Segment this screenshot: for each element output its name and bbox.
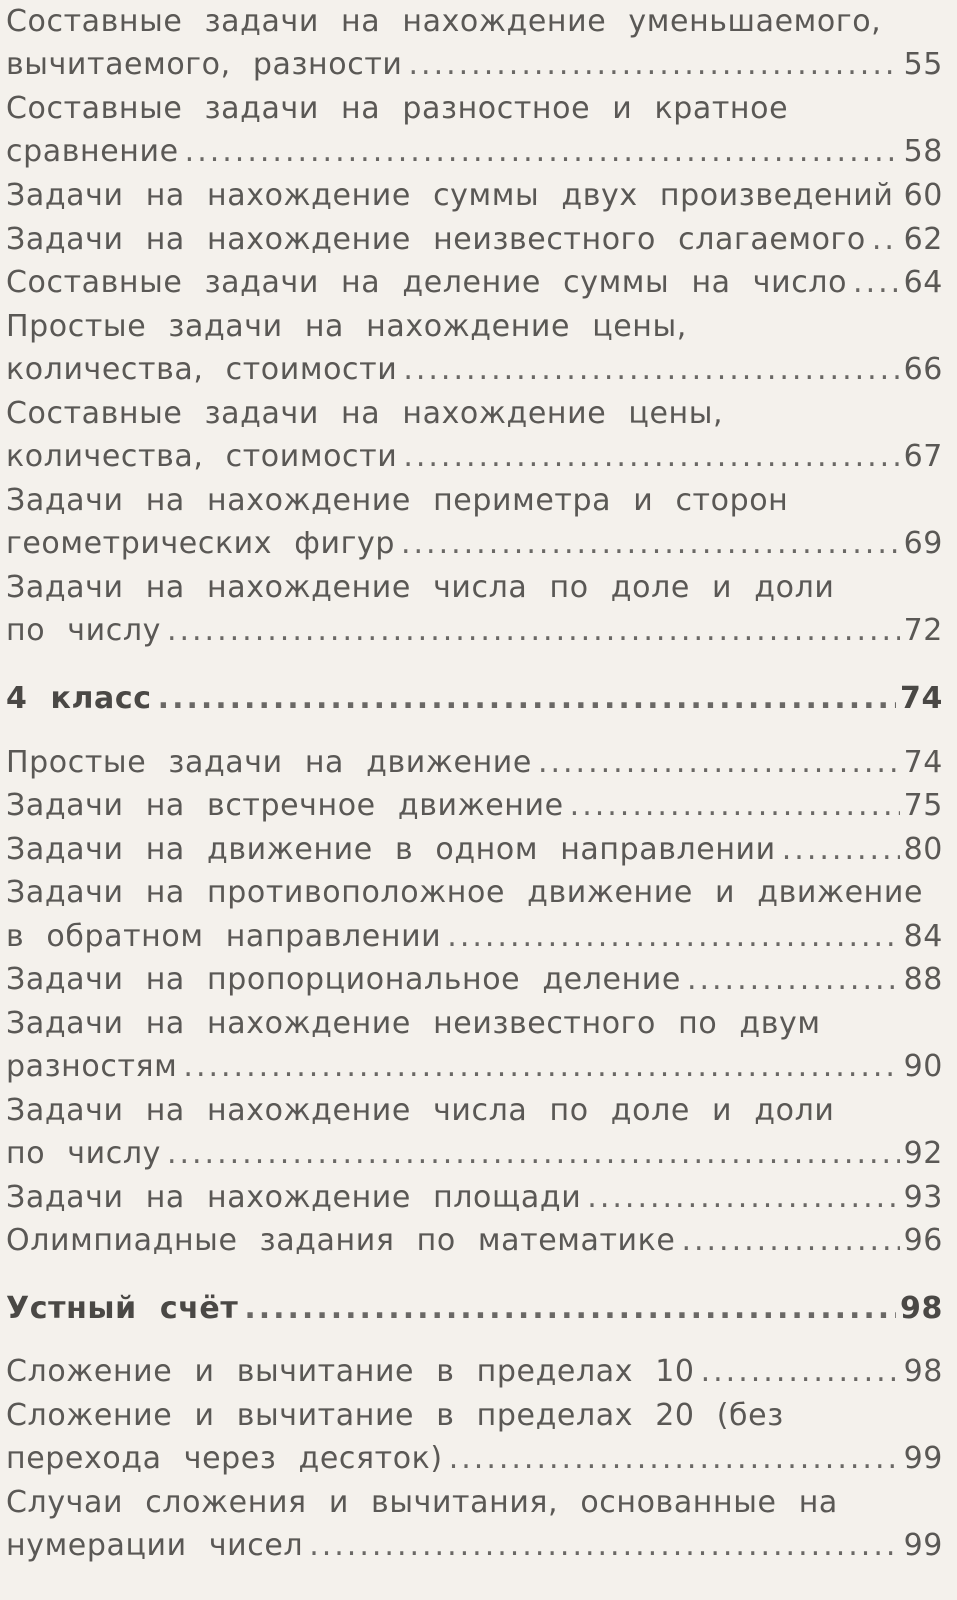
toc-entry-text: по числу: [6, 1136, 161, 1171]
toc-entry-text: в обратном направлении: [6, 919, 442, 954]
toc-entry-text: Сложение и вычитание в пределах 10: [6, 1354, 695, 1389]
dot-leader: [853, 261, 900, 305]
toc-entry: [6, 1219, 943, 1263]
toc-entry-text: Составные задачи на разностное и кратное: [6, 91, 789, 126]
dot-leader: [447, 915, 899, 959]
toc-section-heading: [6, 677, 943, 721]
dot-leader: [403, 435, 899, 479]
dot-leader: [185, 130, 900, 174]
toc-entry: [6, 43, 943, 87]
page-number: 75: [903, 788, 943, 823]
dot-leader: [538, 741, 900, 785]
toc-entry-text: Задачи на противоположное движение и движение: [6, 875, 924, 910]
toc-entry-text: разностям: [6, 1049, 178, 1084]
toc-entry: [6, 958, 943, 1002]
toc-entry: [6, 1176, 943, 1220]
dot-leader: [167, 1132, 900, 1176]
toc-entry-text: Задачи на встречное движение: [6, 788, 564, 823]
toc-entry-text: Задачи на нахождение числа по доле и доли: [6, 570, 835, 605]
toc-entry-text: Задачи на нахождение неизвестного по двум: [6, 1006, 821, 1041]
dot-leader: [244, 1287, 896, 1331]
section-title: 4 класс: [6, 681, 152, 716]
toc-entry-text: Сложение и вычитание в пределах 20 (без: [6, 1398, 784, 1433]
toc-entry: [6, 261, 943, 305]
toc-entry-text: Простые задачи на нахождение цены,: [6, 309, 687, 344]
toc-entry: [6, 130, 943, 174]
page-number: 74: [903, 745, 943, 780]
page-number: 72: [903, 613, 943, 648]
page-number: 84: [903, 919, 943, 954]
page-number: 62: [903, 222, 943, 257]
toc-entry-text: Задачи на нахождение периметра и сторон: [6, 483, 789, 518]
toc-entry: [6, 348, 943, 392]
toc-entry: [6, 1437, 943, 1481]
toc-entry: [6, 218, 943, 262]
toc-entry-text: Олимпиадные задания по математике: [6, 1223, 676, 1258]
toc-entry-text: Задачи на пропорциональное деление: [6, 962, 681, 997]
toc-entry: [6, 1350, 943, 1394]
page-number: 98: [900, 1291, 943, 1326]
page-number: 66: [903, 352, 943, 387]
toc-section-heading: [6, 1287, 943, 1331]
toc-entry-text: Составные задачи на деление суммы на число: [6, 265, 848, 300]
dot-leader: [687, 958, 900, 1002]
dot-leader: [401, 522, 900, 566]
toc-entry-text: Задачи на нахождение площади: [6, 1180, 582, 1215]
toc-entry-text: Составные задачи на нахождение цены,: [6, 396, 724, 431]
dot-leader: [587, 1176, 899, 1220]
page-number: 69: [903, 526, 943, 561]
page-number: 92: [903, 1136, 943, 1171]
toc-entry: [6, 1132, 943, 1176]
page-number: 88: [903, 962, 943, 997]
toc-entry-text: Случаи сложения и вычитания, основанные на: [6, 1485, 838, 1520]
section-title: Устный счёт: [6, 1291, 239, 1326]
toc-entry: [6, 784, 943, 828]
page-number: 67: [903, 439, 943, 474]
dot-leader: [782, 828, 900, 872]
toc-entry-text: вычитаемого, разности: [6, 47, 403, 82]
toc-entry: [6, 435, 943, 479]
page-number: 80: [903, 832, 943, 867]
page-number: 58: [903, 134, 943, 169]
dot-leader: [701, 1350, 900, 1394]
toc-entry: [6, 609, 943, 653]
toc-entry-text: по числу: [6, 613, 161, 648]
page-number: 99: [903, 1528, 943, 1563]
toc-entry-text: количества, стоимости: [6, 439, 398, 474]
toc-entry-text: Задачи на движение в одном направлении: [6, 832, 776, 867]
page-number: 93: [903, 1180, 943, 1215]
dot-leader: [309, 1524, 899, 1568]
toc-entry: [6, 174, 943, 218]
dot-leader: [681, 1219, 899, 1263]
page-number: 99: [903, 1441, 943, 1476]
page-number: 64: [903, 265, 943, 300]
page-number: 98: [903, 1354, 943, 1389]
page-number: 74: [900, 681, 943, 716]
dot-leader: [183, 1045, 899, 1089]
dot-leader: [403, 348, 899, 392]
page-number: 55: [903, 47, 943, 82]
page-number: 96: [903, 1223, 943, 1258]
dot-leader: [449, 1437, 900, 1481]
toc-entry: [6, 522, 943, 566]
page-number: 90: [903, 1049, 943, 1084]
toc-entry-text: нумерации чисел: [6, 1528, 304, 1563]
toc-entry-text: Задачи на нахождение числа по доле и доли: [6, 1093, 835, 1128]
page-number: 60: [903, 178, 943, 213]
dot-leader: [872, 218, 900, 262]
dot-leader: [167, 609, 900, 653]
toc-entry-text: Простые задачи на движение: [6, 745, 532, 780]
dot-leader: [409, 43, 900, 87]
toc-entry-text: Задачи на нахождение неизвестного слагаемого: [6, 222, 866, 257]
toc-entry: [6, 1524, 943, 1568]
toc-entry: [6, 828, 943, 872]
toc-entry: [6, 1045, 943, 1089]
toc-entry-text: Составные задачи на нахождение уменьшаемого,: [6, 4, 882, 39]
toc-entry: [6, 915, 943, 959]
dot-leader: [158, 677, 896, 721]
dot-leader: [570, 784, 900, 828]
toc-entry: [6, 741, 943, 785]
toc-entry-text: количества, стоимости: [6, 352, 398, 387]
toc-entry-text: Задачи на нахождение суммы двух произведений: [6, 178, 894, 213]
toc-entry-text: сравнение: [6, 134, 179, 169]
toc-entry-text: геометрических фигур: [6, 526, 395, 561]
toc-entry-text: перехода через десяток): [6, 1441, 443, 1476]
